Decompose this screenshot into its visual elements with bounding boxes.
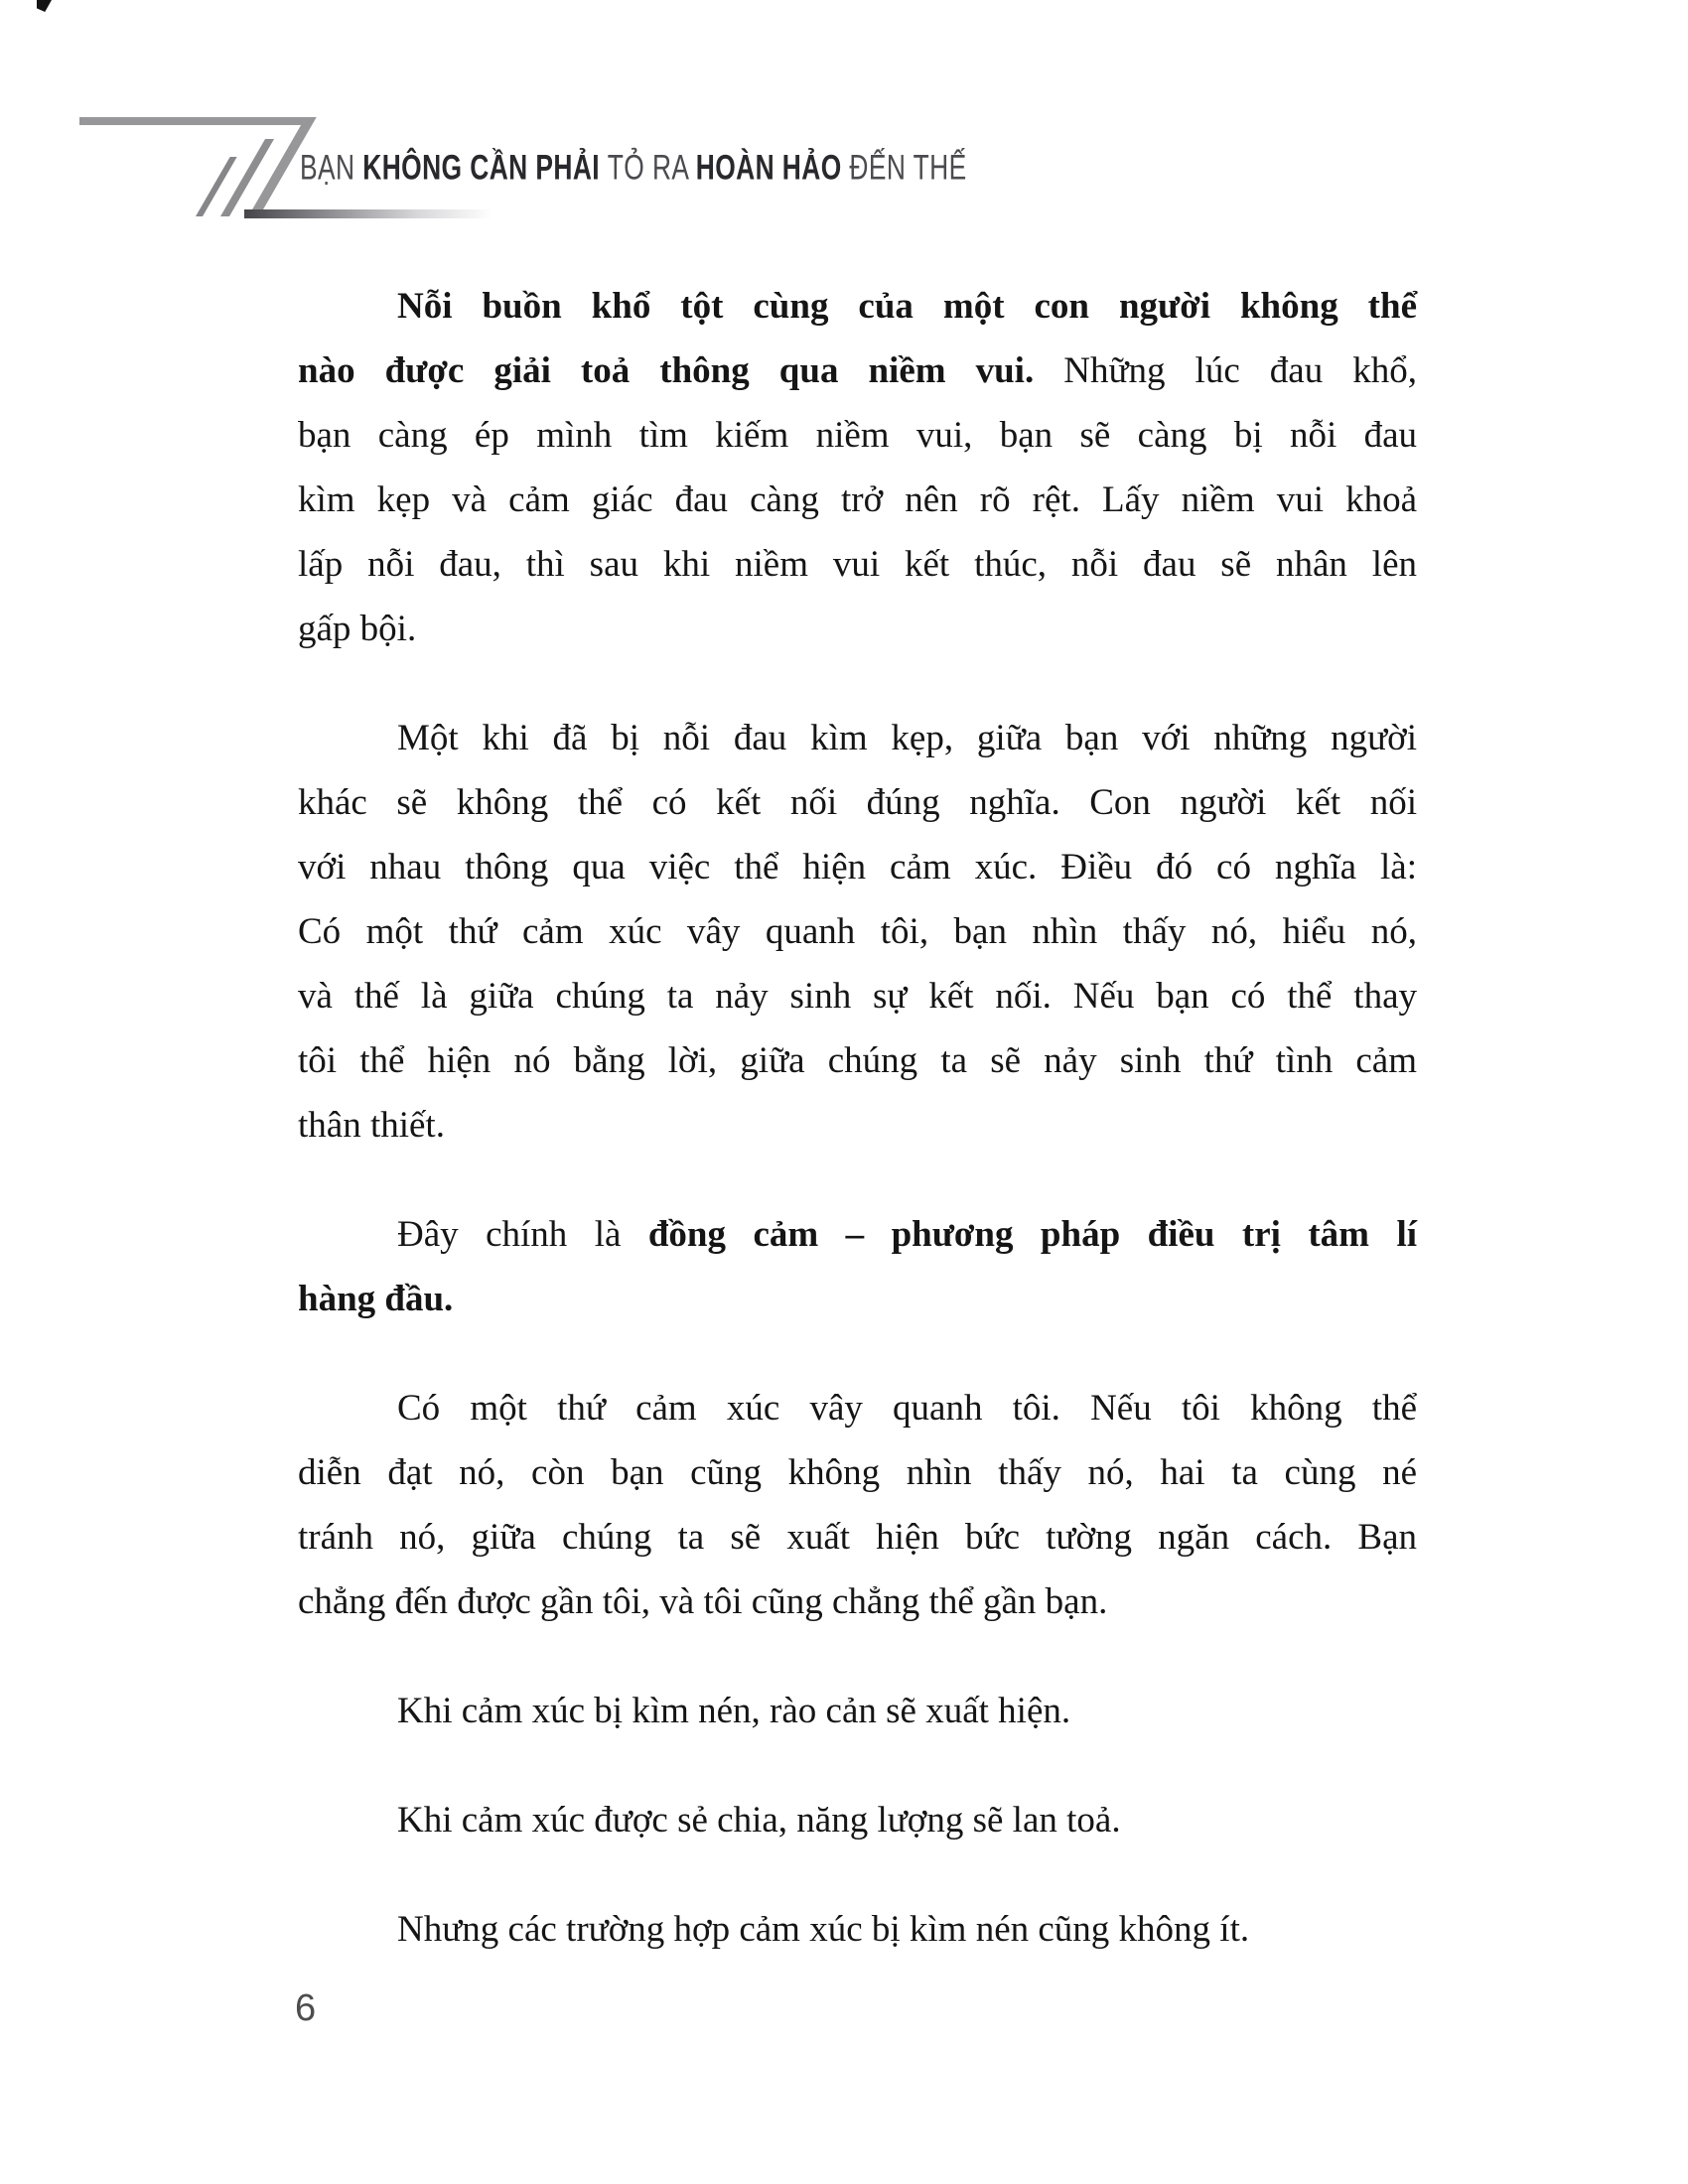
text-run: Có một thứ cảm xúc vây quanh tôi. Nếu tôi không thể xyxy=(397,1388,1417,1429)
text-line xyxy=(298,1376,1417,1440)
text-line xyxy=(298,274,1417,339)
text-run: Một khi đã bị nỗi đau kìm kẹp, giữa bạn với những người xyxy=(397,718,1417,758)
paragraph xyxy=(298,1788,1417,1852)
text-run: thân thiết. xyxy=(298,1105,445,1146)
running-head-light-segment: ĐẾN THẾ xyxy=(849,147,967,188)
text-line xyxy=(298,468,1417,532)
running-head-light-segment: BẠN xyxy=(300,147,363,188)
text-line xyxy=(298,1897,1417,1962)
running-head-bold-segment: HOÀN HẢO xyxy=(695,147,850,188)
text-run: Đây chính là xyxy=(397,1214,648,1255)
text-line xyxy=(298,597,1417,661)
text-run: lấp nỗi đau, thì sau khi niềm vui kết thúc, nỗi đau sẽ nhân lên xyxy=(298,544,1417,585)
text-line xyxy=(298,770,1417,835)
text-run: Những lúc đau khổ, xyxy=(1063,350,1417,391)
text-line xyxy=(298,1570,1417,1634)
text-line xyxy=(298,1267,1417,1331)
text-run: và thế là giữa chúng ta nảy sinh sự kết nối. Nếu bạn có thể thay xyxy=(298,976,1417,1017)
text-line xyxy=(298,1093,1417,1158)
text-line xyxy=(298,835,1417,899)
body-text-block xyxy=(298,274,1417,2006)
text-line xyxy=(298,899,1417,964)
page-number: 6 xyxy=(295,1987,317,2029)
text-run: khác sẽ không thể có kết nối đúng nghĩa. Con người kết nối xyxy=(298,782,1417,823)
text-run: bạn càng ép mình tìm kiếm niềm vui, bạn sẽ càng bị nỗi đau xyxy=(298,415,1417,456)
text-run: diễn đạt nó, còn bạn cũng không nhìn thấy nó, hai ta cùng né xyxy=(298,1452,1417,1493)
text-run: gấp bội. xyxy=(298,609,417,649)
text-line xyxy=(298,1788,1417,1852)
text-run: chẳng đến được gần tôi, và tôi cũng chẳng thể gần bạn. xyxy=(298,1581,1108,1622)
text-run: Có một thứ cảm xúc vây quanh tôi, bạn nhìn thấy nó, hiểu nó, xyxy=(298,911,1417,952)
text-run: Khi cảm xúc được sẻ chia, năng lượng sẽ lan toả. xyxy=(397,1800,1121,1841)
text-run: tôi thể hiện nó bằng lời, giữa chúng ta sẽ nảy sinh thứ tình cảm xyxy=(298,1040,1417,1081)
text-run: kìm kẹp và cảm giác đau càng trở nên rõ rệt. Lấy niềm vui khoả xyxy=(298,479,1417,520)
bold-text-run: hàng đầu. xyxy=(298,1279,454,1319)
text-line xyxy=(298,532,1417,597)
text-line xyxy=(298,706,1417,770)
header-slash-icon xyxy=(220,139,274,216)
text-line xyxy=(298,964,1417,1028)
text-run: tránh nó, giữa chúng ta sẽ xuất hiện bức tường ngăn cách. Bạn xyxy=(298,1517,1417,1558)
text-run: Khi cảm xúc bị kìm nén, rào cản sẽ xuất hiện. xyxy=(397,1691,1071,1731)
scan-artifact-speck xyxy=(37,0,52,12)
paragraph xyxy=(298,706,1417,1158)
paragraph xyxy=(298,1679,1417,1743)
text-run: với nhau thông qua việc thể hiện cảm xúc. Điều đó có nghĩa là: xyxy=(298,847,1417,887)
bold-text-run: nào được giải toả thông qua niềm vui. xyxy=(298,350,1064,391)
running-head-bold-segment: KHÔNG CẦN PHẢI xyxy=(362,147,608,188)
text-line xyxy=(298,339,1417,403)
text-run: Nhưng các trường hợp cảm xúc bị kìm nén cũng không ít. xyxy=(397,1909,1250,1950)
header-horizontal-bar xyxy=(79,117,306,125)
text-line xyxy=(298,1440,1417,1505)
bold-text-run: đồng cảm – phương pháp điều trị tâm lí xyxy=(647,1214,1417,1255)
running-head-light-segment: TỎ RA xyxy=(607,147,696,188)
header-gradient-rule xyxy=(244,209,492,218)
text-line xyxy=(298,403,1417,468)
text-line xyxy=(298,1505,1417,1570)
paragraph xyxy=(298,1202,1417,1331)
paragraph xyxy=(298,1897,1417,1962)
bold-text-run: Nỗi buồn khổ tột cùng của một con người không thể xyxy=(397,286,1417,327)
running-head-title xyxy=(300,147,967,195)
paragraph xyxy=(298,274,1417,661)
text-line xyxy=(298,1679,1417,1743)
text-line xyxy=(298,1028,1417,1093)
paragraph xyxy=(298,1376,1417,1634)
text-line xyxy=(298,1202,1417,1267)
